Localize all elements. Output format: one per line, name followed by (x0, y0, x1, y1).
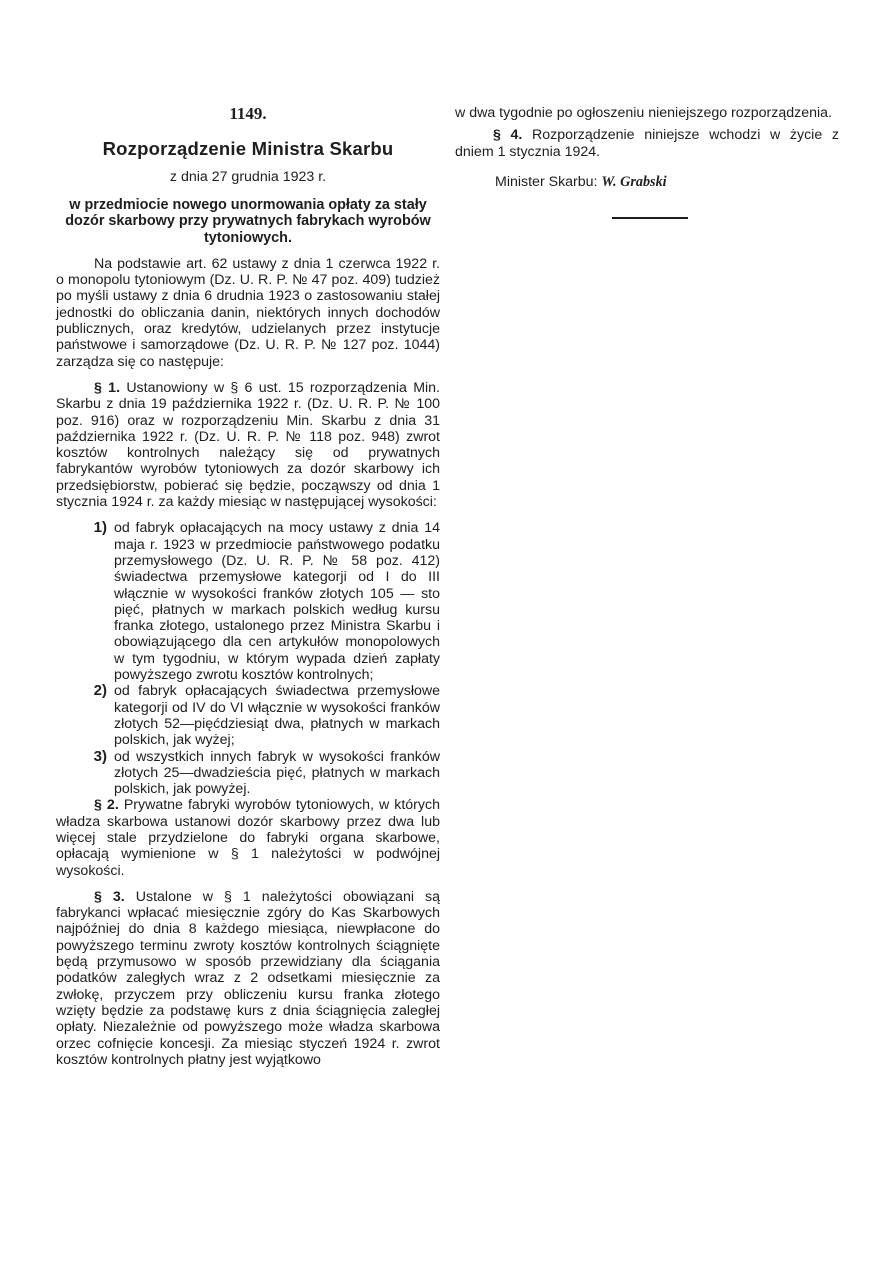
document-title: Rozporządzenie Ministra Skarbu (102, 138, 394, 159)
section-2 (56, 797, 440, 878)
section-3-text: Ustalone w § 1 należytości obowiązani są fabrykanci wpłacać miesięcznie zgóry do Kas Skarbowych najpóźniej do dnia 8 każdego miesiąca, niewpłacone do powyższego terminu zwroty kosztów kontrolnych ściągnięte będą przymusowo w sposób przewidziany dla ściągania podatków zaległych wraz z 2 odsetkami miesięcznie za zwłokę, przyczem przy obliczeniu kursu franka złotego wzięty będzie za podstawę kurs z dnia ściągnięcia zaległej opłaty. Niezależnie od powyższego może władza skarbowa orzec cofnięcie koncesji. Za miesiąc styczeń 1924 r. zwrot kosztów kontrolnych płatny jest wyjątkowo (56, 888, 440, 1068)
list-item-number: 1) (93, 519, 107, 537)
preamble: Na podstawie art. 62 ustawy z dnia 1 czerwca 1922 r. o monopolu tytoniowym (Dz. U. R. P. № 47 poz. 409) tudzież po myśli ustawy z dnia 6 drudnia 1923 o zastosowaniu stałej jednostki do obliczania danin, niektórych innych dochodów publicznych, oraz kredytów, udzielanych przez instytucje państwowe i samorządowe (Dz. U. R. P. № 127 poz. 1044) zarządza się co następuje: (56, 255, 440, 370)
act-number: 1149. (229, 104, 267, 123)
section-3-continuation: w dwa tygodnie po ogłoszeniu nieniejszego rozporządzenia. (455, 105, 833, 121)
list-item (56, 520, 440, 683)
section-1 (56, 380, 440, 510)
list-item-number: 3) (93, 747, 107, 765)
list-item-text: od fabryk opłacających świadectwa przemysłowe kategorji od IV do VI włącznie w wysokości franków złotych 52—pięćdziesiąt dwa, płatnych w markach polskich, jak wyżej; (114, 683, 440, 749)
section-3 (56, 889, 440, 1068)
signer-name: W. Grabski (601, 173, 667, 190)
list-item-number: 2) (93, 682, 107, 700)
section-2-label: § 2. (94, 797, 119, 814)
signature (495, 174, 839, 191)
section-4-text: Rozporządzenie niniejsze wchodzi w życie z dniem 1 stycznia 1924. (455, 127, 839, 160)
section-4 (455, 127, 839, 160)
section-1-text: Ustanowiony w § 6 ust. 15 rozporządzenia Min. Skarbu z dnia 19 października 1922 r. (Dz. U. R. P. № 100 poz. 916) oraz w rozporządzeniu Min. Skarbu z dnia 31 października 1922 r. (Dz. U. R. P. № 118 poz. 948) zwrot kosztów kontrolnych należący się od prywatnych fabrykantów wyrobów tytoniowych za dozór skarbowy ich przedsiębiorstw, pobierać się będzie, począwszy od dnia 1 stycznia 1924 r. za każdy miesiąc w następującej wysokości: (56, 379, 440, 511)
section-1-list (56, 520, 440, 797)
list-item (56, 683, 440, 748)
closing-rule (612, 217, 688, 219)
section-4-label: § 4. (493, 127, 523, 144)
section-3-label: § 3. (94, 888, 125, 905)
section-1-label: § 1. (94, 379, 121, 396)
list-item-text: od wszystkich innych fabryk w wysokości franków złotych 25—dwadzieścia pięć, płatnych w markach polskich, jak powyżej. (114, 748, 440, 798)
section-2-text: Prywatne fabryki wyrobów tytoniowych, w których władza skarbowa ustanowi dozór skarbowy przez dwa lub więcej stale przydzielone do fabryki organa skarbowe, opłacają wymienione w § 1 należytości w podwójnej wysokości. (56, 797, 440, 879)
left-column (56, 104, 440, 1068)
document-subject: w przedmiocie nowego unormowania opłaty za stały dozór skarbowy przy prywatnych fabrykach wyrobów tytoniowych. (65, 197, 431, 246)
signature-prefix: Minister Skarbu: (495, 173, 598, 190)
list-item-text: od fabryk opłacających na mocy ustawy z dnia 14 maja r. 1923 w przedmiocie państwowego podatku przemysłowego (Dz. U. R. P. № 58 poz. 412) świadectwa przemysłowe kategorji od I do III włącznie w wysokości franków złotych 105 — sto pięć, płatnych w markach polskich według kursu franka złotego, ustalonego przez Ministra Skarbu i obowiązującego dla cen artykułów monopolowych w tym tygodniu, w którym wypada dzień zapłaty powyższego zwrotu kosztów kontrolnych; (114, 520, 440, 684)
list-item (56, 749, 440, 798)
right-column (455, 105, 839, 219)
document-date: z dnia 27 grudnia 1923 r. (169, 169, 327, 185)
